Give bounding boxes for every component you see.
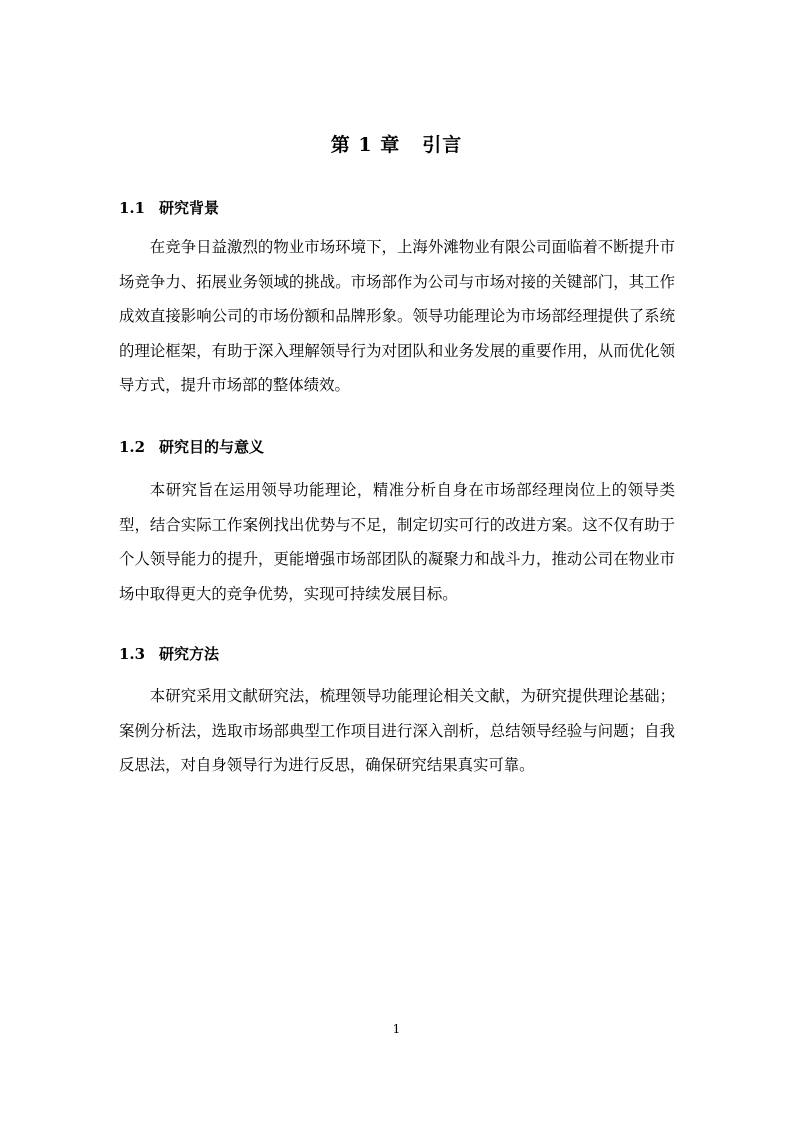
chapter-name: 引言 [422, 134, 463, 156]
section-number: 1.1 [119, 199, 146, 217]
section-paragraph-1-2: 本研究旨在运用领导功能理论，精准分析自身在市场部经理岗位上的领导类型，结合实际工作案例找出优势与不足，制定切实可行的改进方案。这不仅有助于个人领导能力的提升，更能增强市场部团队的凝聚力和战斗力，推动公司在物业市场中取得更大的竞争优势，实现可持续发展目标。 [119, 481, 675, 603]
section-title: 研究目的与意义 [159, 438, 265, 456]
chapter-number: 第 1 章 [330, 134, 401, 156]
section-title: 研究背景 [159, 199, 220, 217]
section-number: 1.2 [119, 438, 146, 456]
section-heading-1-3 [119, 643, 219, 664]
section-paragraph-1-1: 在竞争日益激烈的物业市场环境下，上海外滩物业有限公司面临着不断提升市场竞争力、拓展业务领域的挑战。市场部作为公司与市场对接的关键部门，其工作成效直接影响公司的市场份额和品牌形象。领导功能理论为市场部经理提供了系统的理论框架，有助于深入理解领导行为对团队和业务发展的重要作用，从而优化领导方式，提升市场部的整体绩效。 [119, 238, 675, 394]
section-heading-1-1 [119, 197, 219, 218]
section-paragraph-1-3: 本研究采用文献研究法，梳理领导功能理论相关文献，为研究提供理论基础；案例分析法，选取市场部典型工作项目进行深入剖析，总结领导经验与问题；自我反思法，对自身领导行为进行反思，确保研究结果真实可靠。 [119, 687, 675, 774]
section-title: 研究方法 [159, 645, 220, 663]
section-number: 1.3 [119, 645, 146, 663]
chapter-title [0, 130, 793, 157]
page-number: 1 [392, 1022, 401, 1036]
section-heading-1-2 [119, 436, 264, 457]
